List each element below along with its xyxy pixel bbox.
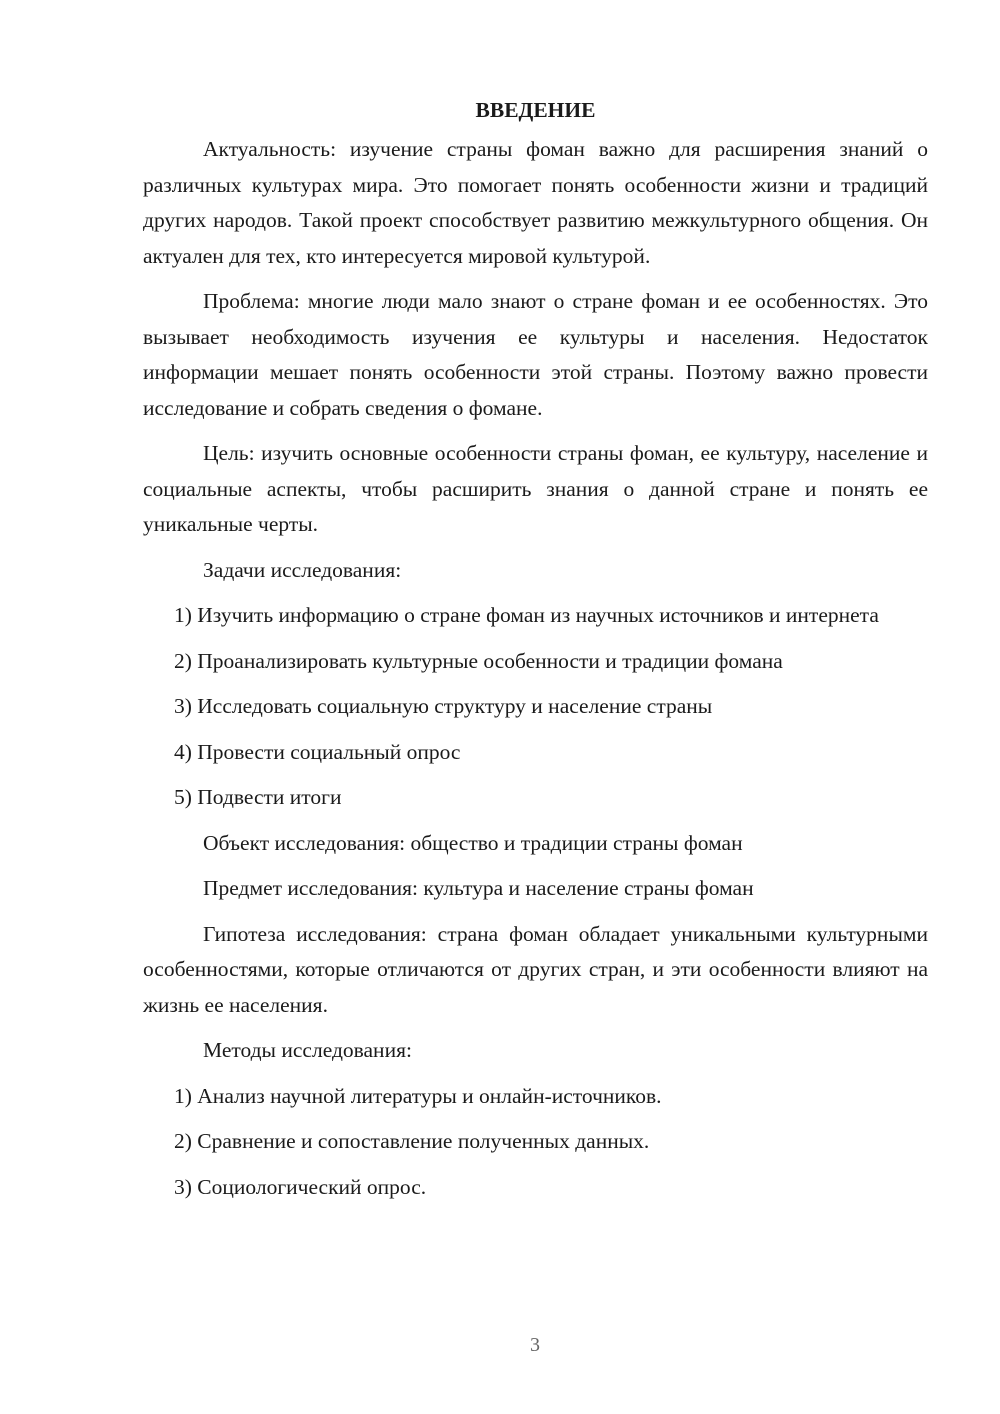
methods-heading: Методы исследования: [203, 1038, 412, 1062]
task-item-5: 5) Подвести итоги [174, 785, 342, 809]
object-paragraph: Объект исследования: общество и традиции страны фоман [203, 830, 743, 855]
goal-paragraph: Цель: изучить основные особенности страны фоман, ее культуру, население и социальные аспекты, чтобы расширить знания о данной стране и понять ее уникальные черты. [143, 441, 928, 536]
task-item-1: 1) Изучить информацию о стране фоман из научных источников и интернета [174, 603, 879, 627]
task-item-4: 4) Провести социальный опрос [174, 739, 461, 764]
relevance-paragraph: Актуальность: изучение страны фоман важно для расширения знаний о различных культурах мира. Это помогает понять особенности жизни и традиций других народов. Такой проект способствует развитию межкультурного общения. Он актуален для тех, кто интересуется мировой культурой. [143, 137, 928, 268]
task-item-3: 3) Исследовать социальную структуру и население страны [174, 694, 713, 718]
subject-paragraph: Предмет исследования: культура и население страны фоман [203, 876, 754, 900]
method-item-2: 2) Сравнение и сопоставление полученных данных. [174, 1129, 650, 1153]
document-page [143, 93, 928, 1215]
method-item-3: 3) Социологический опрос. [174, 1174, 427, 1199]
method-item-1: 1) Анализ научной литературы и онлайн-источников. [174, 1083, 662, 1108]
hypothesis-paragraph: Гипотеза исследования: страна фоман обладает уникальными культурными особенностями, которые отличаются от других стран, и эти особенности влияют на жизнь ее населения. [143, 921, 928, 1017]
page-number: 3 [530, 1334, 540, 1356]
page-title: ВВЕДЕНИЕ [475, 98, 596, 122]
tasks-heading: Задачи исследования: [203, 557, 402, 582]
task-item-2: 2) Проанализировать культурные особенности и традиции фомана [174, 648, 783, 673]
problem-paragraph: Проблема: многие люди мало знают о стране фоман и ее особенностях. Это вызывает необходимость изучения ее культуры и населения. Недостаток информации мешает понять особенности этой страны. Поэтому важно провести исследование и собрать сведения о фомане. [143, 289, 928, 420]
